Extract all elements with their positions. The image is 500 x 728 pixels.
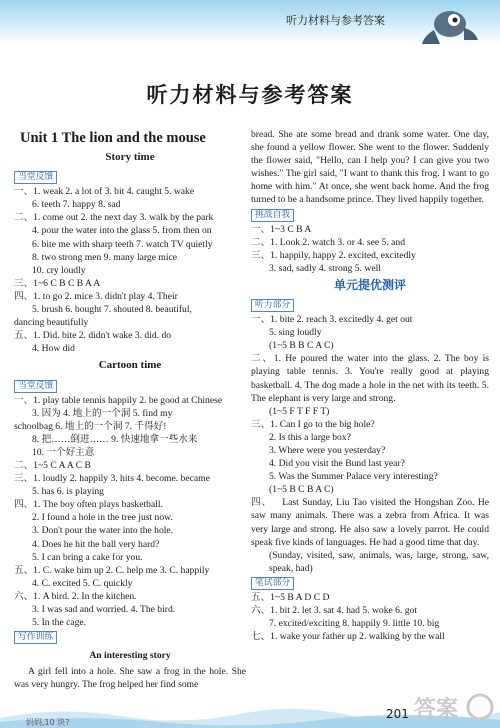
item-prefix: 二、 — [251, 353, 274, 365]
section-cartoon-time: Cartoon time — [98, 359, 162, 372]
answer-line: 4. Does he hit the ball very hard? — [32, 538, 160, 550]
footer-note: 妈妈,10 块? — [26, 718, 70, 727]
tag-feedback: 当堂反馈 — [14, 380, 57, 393]
answer-line: 3. Where were you yesterday? — [269, 444, 386, 456]
answer-line: 4. How did — [32, 343, 75, 355]
answer-line: 2. I found a hole in the tree just now. — [32, 512, 173, 524]
page-title: 听力材料与参考答案 — [146, 83, 354, 107]
tag-listening: 听力部分 — [251, 299, 294, 312]
answer-line: 五、1. Did. bite 2. didn't wake 3. did. do — [14, 330, 172, 342]
answer-line: 六、1. bit 2. let 3. sat 4. had 5. woke 6. got — [251, 605, 418, 616]
answer-line: 4. C. excited 5. C. quickly — [32, 577, 133, 589]
answer-line: 10. 一个好主意 — [32, 446, 95, 458]
answer-line: 三、1~6 C B C B A A — [14, 277, 101, 289]
mascot-illustration — [420, 0, 480, 44]
answer-line: 5. I can bring a cake for you. — [32, 551, 143, 563]
answer-line: 四、1. to go 2. mice 3. didn't play 4. Their — [14, 290, 178, 302]
running-title: 听力材料与参考答案 — [286, 14, 385, 27]
answer-line: 一、1. bite 2. reach 3. excitedly 4. get out — [251, 314, 413, 326]
answer-line: 6. teeth 7. happy 8. sad — [32, 199, 121, 211]
answer-line: 三、1. Can I go to the big hole? — [251, 418, 375, 430]
answer-line: 4. Did you visit the Bund last year? — [269, 458, 405, 470]
answer-line: 二、1. Look 2. watch 3. or 4. see 5. and — [251, 236, 406, 248]
answer-line: 五、1. C. wake him up 2. C. help me 3. C. happily — [14, 564, 210, 576]
answer-line: (1~5 B B C A C) — [269, 340, 334, 352]
page-header-band — [0, 0, 500, 44]
answer-line: 七、1. wake your father up 2. walking by the wall — [251, 631, 445, 643]
tag-feedback: 当堂反馈 — [14, 171, 57, 184]
tag-written: 笔试部分 — [251, 577, 294, 590]
answer-line: 三、1. loudly 2. happily 3. hits 4. become. became — [14, 473, 210, 485]
answer-line: 3. I was sad and worried. 4. The bird. — [32, 604, 176, 615]
answer-line: 5. Was the Summer Palace very interesting? — [269, 471, 438, 483]
answer-line: 3. sad, sadly 4. strong 5. well — [269, 262, 381, 274]
answer-line: 5. brush 6. bought 7. shouted 8. beautiful, — [32, 304, 192, 316]
story-title: An interesting story — [89, 650, 171, 662]
answer-paragraph — [251, 352, 489, 404]
left-column — [14, 128, 246, 691]
answer-line: dancing beautifully — [14, 317, 89, 329]
answer-line: 7. excited/exciting 8. happily 9. little 10. big — [269, 618, 440, 630]
section-unit-test: 单元提优测评 — [333, 277, 406, 292]
answer-line: 8. two strong men 9. many large mice — [32, 251, 178, 263]
item-prefix: 四、 — [251, 497, 273, 509]
answer-line: 3. Don't pour the water into the hole. — [32, 525, 174, 537]
svg-text:答案: 答案 — [414, 697, 459, 722]
answer-line: 一、1~3 C B A — [251, 223, 312, 235]
answer-line: 三、1. happily, happy 2. excited, excitedly — [251, 249, 416, 261]
answer-line: 二、1~5 C A A C B — [14, 459, 91, 471]
page-number: 201 — [386, 707, 409, 721]
passage-keywords: (Sunday, visited, saw, animals, was, large, strong, saw, speak, had) — [269, 549, 489, 574]
answer-line: 一、1. weak 2. a lot of 3. bit 4. caught 5. wake — [14, 186, 195, 198]
passage-paragraph — [251, 496, 489, 548]
section-story-time: Story time — [105, 151, 155, 164]
answer-line: (1~5 F T F F T) — [269, 405, 330, 417]
answer-line: 5. sing loudly — [269, 327, 322, 339]
answer-line: 10. cry loudly — [32, 264, 86, 276]
answer-line: 二、1. come out 2. the next day 3. walk by the park — [14, 212, 214, 224]
story-paragraph: A girl fell into a hole. She saw a frog in the hole. She was very hungry. The frog helped her find some — [14, 666, 246, 691]
answer-line: 一、1. play table tennis happily 2. be good at Chinese — [14, 394, 223, 406]
answer-line: (1~5 B C B A C) — [269, 484, 334, 496]
answer-line: 五、1~5 B A D C D — [251, 591, 330, 603]
answer-line: 8. 把……倒进…… 9. 快速地拿一些水来 — [32, 433, 198, 445]
right-column — [251, 128, 489, 643]
unit-title: Unit 1 The lion and the mouse — [20, 130, 206, 146]
answer-line: 四、1. The boy often plays basketball. — [14, 499, 163, 511]
answer-line: 4. pour the water into the glass 5. from then on — [32, 225, 212, 237]
story-continuation: bread. She ate some bread and drank some water. One day, she found a yellow flower. She went to the flower. Suddenly the flower said, "Hello, can I help you? I can give you two wishes." The girl said, "I want to thank this frog. I want to go home with him." At once, she went back home. And the frog turned to be a handsome prince. They lived happily together. — [251, 129, 489, 206]
answer-line: 5. In the cage. — [32, 617, 87, 629]
answer-line: 6. bite me with sharp teeth 7. watch TV quietly — [32, 238, 213, 250]
tag-writing: 写作训练 — [14, 631, 57, 644]
answer-line: schoolbag 6. 地上的一个洞 7. 千得好! — [14, 420, 167, 432]
passage-text: Last Sunday, Liu Tao visited the Hongshan Zoo. He saw many animals. There was a zebra from Africa. It was very large and strong. He also saw a lovely parrot. He could speak five kinds of languages. He had a good time that day. — [251, 497, 490, 548]
answer-line: 3. 因为 4. 地上的一个洞 5. find my — [32, 407, 173, 419]
answer-line: 5. has 6. is playing — [32, 486, 104, 498]
answer-line: 2. Is this a large box? — [269, 431, 351, 443]
watermark-logo — [412, 690, 494, 724]
answer-line: 六、1. A bird. 2. In the kitchen. — [14, 590, 137, 602]
item-text: 1. He poured the water into the glass. 2. The boy is playing table tennis. 3. You're really good at playing basketball. 4. The dog made a hole in the net with its teeth. 5. The elephant is very large and strong. — [251, 353, 490, 404]
tag-challenge: 挑战自我 — [251, 209, 294, 222]
